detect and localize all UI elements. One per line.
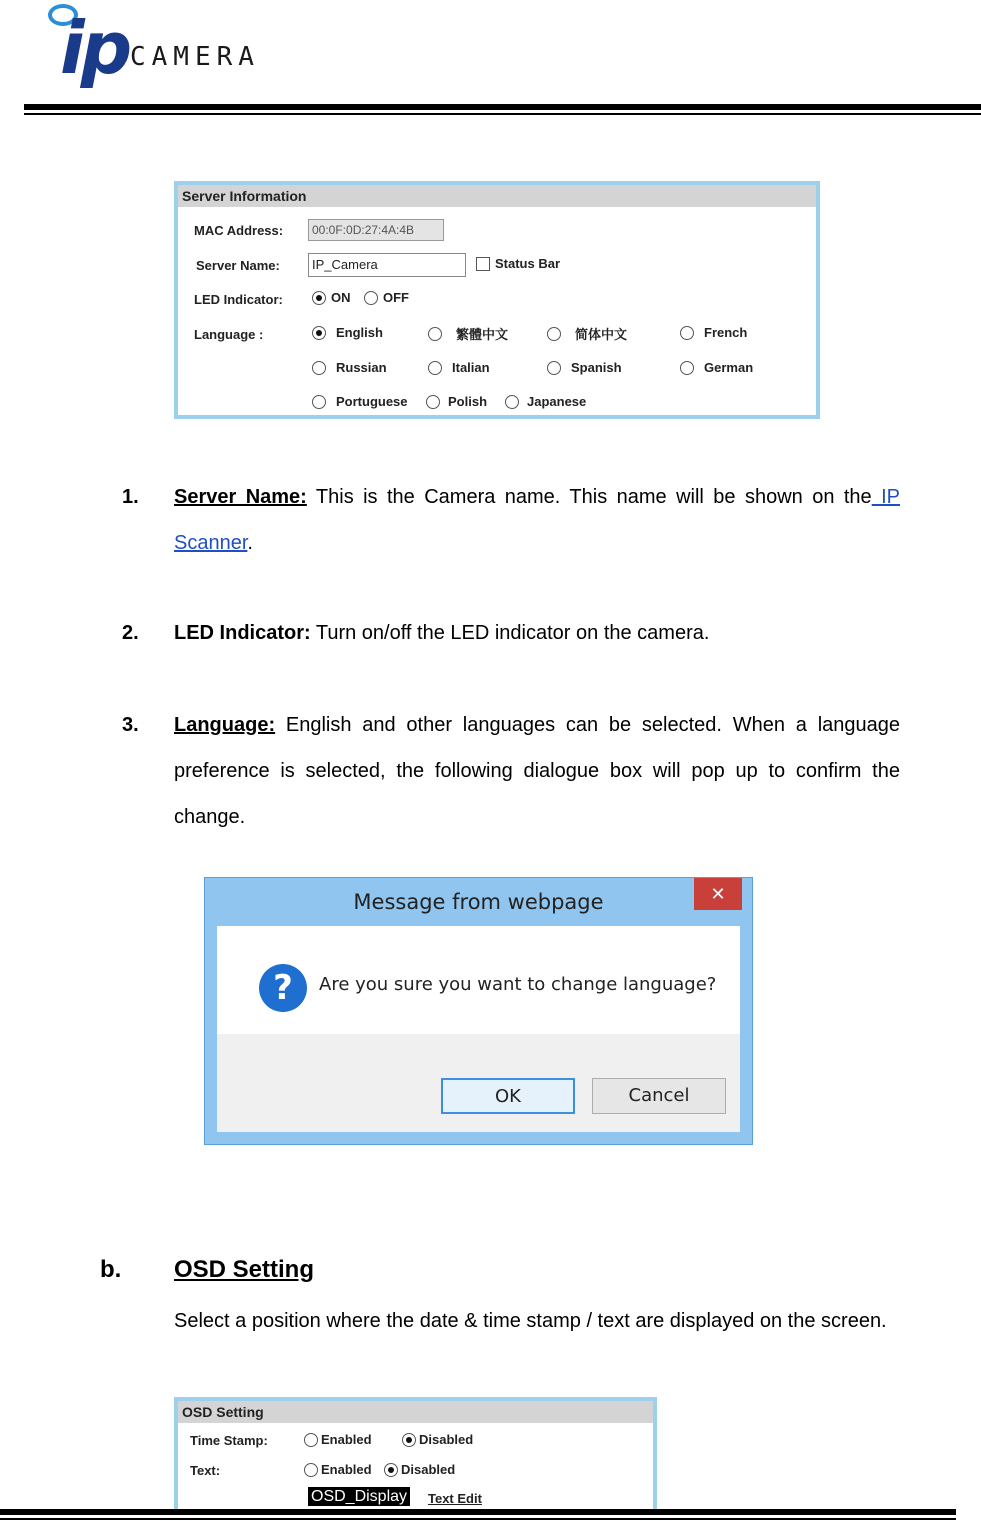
- led-on-radio[interactable]: [312, 289, 351, 305]
- header-rule-thin: [24, 113, 981, 115]
- radio-icon: [547, 327, 561, 341]
- language-option-label: Portuguese: [336, 394, 408, 410]
- language-label: Language :: [194, 327, 264, 342]
- logo-ip-text: ip: [60, 6, 129, 90]
- section-letter: b.: [100, 1256, 122, 1283]
- enabled-label: Enabled: [321, 1432, 372, 1448]
- text-disabled-radio[interactable]: [384, 1461, 455, 1477]
- language-option-label: Spanish: [571, 360, 622, 376]
- led-on-label: ON: [331, 290, 351, 306]
- radio-selected-icon: [384, 1463, 398, 1477]
- dialog-title: Message from webpage: [353, 890, 604, 914]
- language-option-russian[interactable]: [312, 359, 387, 375]
- radio-icon: [680, 361, 694, 375]
- item-description: English and other languages can be selected. When a language preference is selected, the following dialogue box will pop up to confirm the change.: [174, 714, 900, 828]
- language-option-simplified-chinese[interactable]: [547, 324, 627, 343]
- logo-camera-text: CAMERA: [130, 42, 260, 72]
- led-off-radio[interactable]: [364, 289, 409, 305]
- language-option-polish[interactable]: [426, 393, 487, 409]
- radio-icon: [312, 395, 326, 409]
- osd-description-text: Select a position where the date & time stamp / text are displayed on the screen.: [174, 1310, 887, 1332]
- led-off-label: OFF: [383, 290, 409, 306]
- dialog-footer: [217, 1054, 740, 1132]
- language-option-label: 简体中文: [575, 327, 628, 342]
- item-description: Turn on/off the LED indicator on the camera.: [310, 622, 710, 644]
- server-name-label: Server Name:: [196, 258, 280, 273]
- text-label: Text:: [190, 1463, 221, 1478]
- language-option-label: English: [336, 325, 383, 341]
- panel-title: OSD Setting: [178, 1401, 653, 1423]
- item-text: [174, 610, 900, 656]
- language-option-japanese[interactable]: [505, 393, 586, 409]
- language-option-label: Russian: [336, 360, 387, 376]
- language-option-label: French: [704, 325, 748, 341]
- language-option-italian[interactable]: [428, 359, 490, 375]
- panel-title: Server Information: [178, 185, 816, 207]
- osd-display-text: OSD_Display: [308, 1487, 410, 1506]
- dialog-body: [217, 926, 740, 1034]
- radio-icon: [505, 395, 519, 409]
- ok-button[interactable]: OK: [441, 1078, 575, 1114]
- language-option-traditional-chinese[interactable]: [428, 324, 508, 343]
- time-stamp-enabled-radio[interactable]: [304, 1431, 372, 1447]
- confirm-language-dialog: [204, 877, 753, 1145]
- mac-address-field: 00:0F:0D:27:4A:4B: [308, 219, 444, 241]
- item-term: LED Indicator:: [174, 622, 311, 644]
- language-option-german[interactable]: [680, 359, 753, 375]
- led-indicator-label: LED Indicator:: [194, 292, 283, 307]
- radio-selected-icon: [312, 291, 326, 305]
- radio-icon: [428, 361, 442, 375]
- radio-icon: [304, 1463, 318, 1477]
- status-bar-label: Status Bar: [495, 256, 561, 272]
- ip-camera-logo: [44, 0, 314, 90]
- header-rule: [24, 104, 981, 110]
- server-information-panel: [174, 181, 820, 419]
- item-number: 3.: [122, 714, 139, 736]
- language-option-english[interactable]: [312, 324, 383, 340]
- radio-selected-icon: [312, 326, 326, 340]
- enabled-label: Enabled: [321, 1462, 372, 1478]
- time-stamp-label: Time Stamp:: [190, 1433, 268, 1448]
- list-item-language: [122, 702, 900, 840]
- language-option-label: Japanese: [527, 394, 587, 410]
- item-description: This is the Camera name. This name will be shown on the: [306, 486, 872, 508]
- item-term: Language:: [174, 714, 276, 736]
- radio-icon: [680, 326, 694, 340]
- server-name-input[interactable]: IP_Camera: [308, 253, 466, 277]
- list-item-server-name: [122, 474, 900, 566]
- list-item-led-indicator: [122, 610, 900, 656]
- close-icon[interactable]: ✕: [694, 878, 742, 910]
- radio-icon: [304, 1433, 318, 1447]
- item-number: 2.: [122, 622, 139, 644]
- footer-rule-thin: [0, 1518, 956, 1520]
- checkbox-icon: [476, 257, 490, 271]
- disabled-label: Disabled: [419, 1432, 474, 1448]
- language-option-portuguese[interactable]: [312, 393, 408, 409]
- mac-address-label: MAC Address:: [194, 223, 284, 238]
- question-icon: ?: [259, 964, 307, 1012]
- status-bar-checkbox[interactable]: [476, 255, 560, 271]
- item-text: [174, 474, 900, 566]
- dialog-separator: [217, 1034, 740, 1054]
- language-option-label: Polish: [448, 394, 488, 410]
- radio-icon: [426, 395, 440, 409]
- disabled-label: Disabled: [401, 1462, 456, 1478]
- language-option-label: 繁體中文: [456, 327, 509, 342]
- radio-icon: [312, 361, 326, 375]
- radio-icon: [547, 361, 561, 375]
- text-edit-link[interactable]: Text Edit: [428, 1491, 482, 1506]
- osd-setting-panel: [174, 1397, 657, 1513]
- dialog-message: Are you sure you want to change language?: [319, 974, 717, 995]
- item-number: 1.: [122, 486, 139, 508]
- ip-scanner-link[interactable]: IP Scanner: [174, 486, 901, 554]
- radio-selected-icon: [402, 1433, 416, 1447]
- language-option-label: Italian: [452, 360, 490, 376]
- cancel-button[interactable]: Cancel: [592, 1078, 726, 1114]
- item-punctuation: .: [247, 532, 253, 554]
- language-option-french[interactable]: [680, 324, 747, 340]
- osd-description: [122, 1298, 900, 1390]
- item-term: Server Name:: [174, 486, 307, 508]
- radio-icon: [364, 291, 378, 305]
- radio-icon: [428, 327, 442, 341]
- time-stamp-disabled-radio[interactable]: [402, 1431, 473, 1447]
- text-enabled-radio[interactable]: [304, 1461, 372, 1477]
- language-option-spanish[interactable]: [547, 359, 622, 375]
- language-option-label: German: [704, 360, 754, 376]
- item-text: [174, 702, 900, 840]
- section-title: OSD Setting: [174, 1256, 315, 1283]
- footer-rule: [0, 1509, 956, 1515]
